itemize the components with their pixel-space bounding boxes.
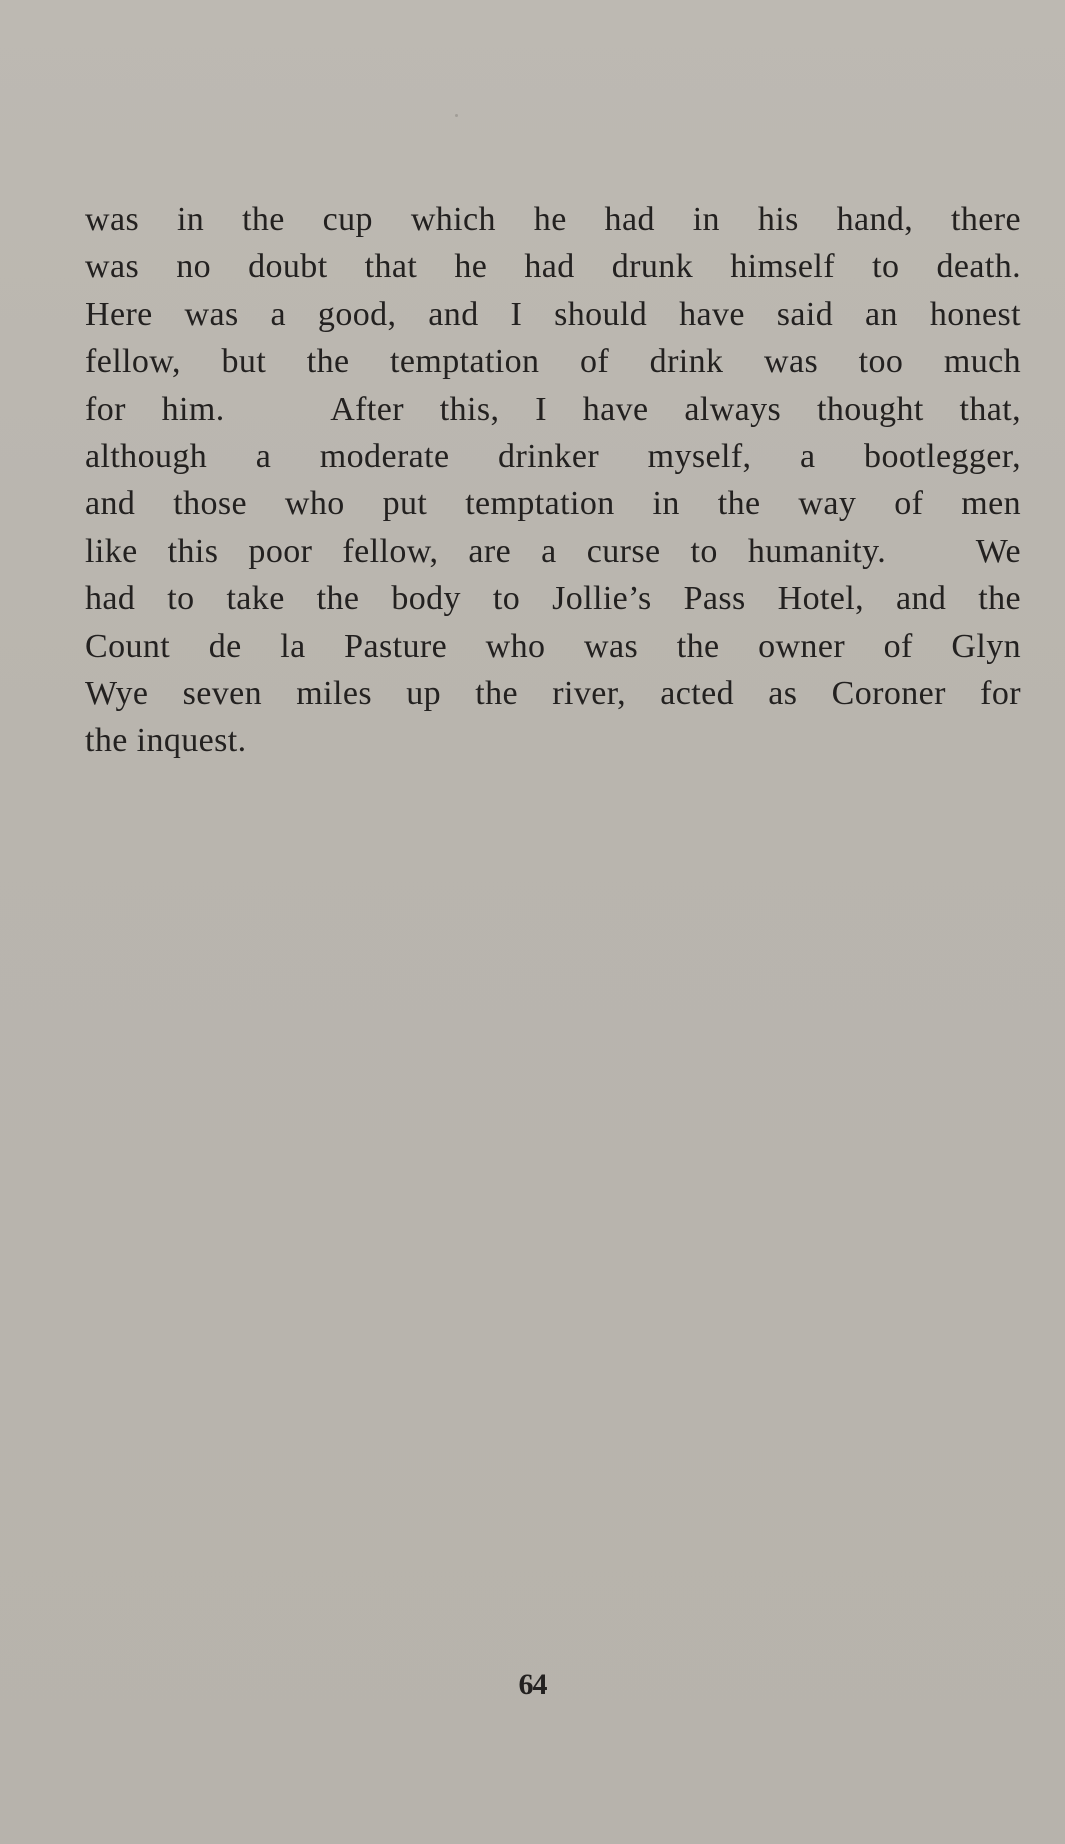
text-line: like this poor fellow, are a curse to humanity. We: [85, 532, 1021, 570]
text-line: Count de la Pasture who was the owner of Glyn: [85, 627, 1021, 665]
text-line: fellow, but the temptation of drink was too much: [85, 343, 1021, 381]
body-paragraph: [85, 196, 1021, 765]
text-line: although a moderate drinker myself, a bootlegger,: [85, 437, 1021, 475]
text-line: and those who put temptation in the way of men: [85, 485, 1021, 523]
text-line: Wye seven miles up the river, acted as Coroner for: [85, 674, 1021, 712]
text-line: was in the cup which he had in his hand, there: [85, 201, 1021, 238]
page-number: 64: [518, 1668, 547, 1701]
text-line: was no doubt that he had drunk himself to death.: [85, 248, 1021, 286]
text-line: had to take the body to Jollie’s Pass Hotel, and the: [85, 580, 1021, 618]
paper-speck: [455, 114, 458, 117]
text-line: the inquest.: [85, 722, 247, 760]
text-line: for him. After this, I have always thought that,: [85, 390, 1021, 428]
text-line: Here was a good, and I should have said an honest: [85, 295, 1021, 333]
